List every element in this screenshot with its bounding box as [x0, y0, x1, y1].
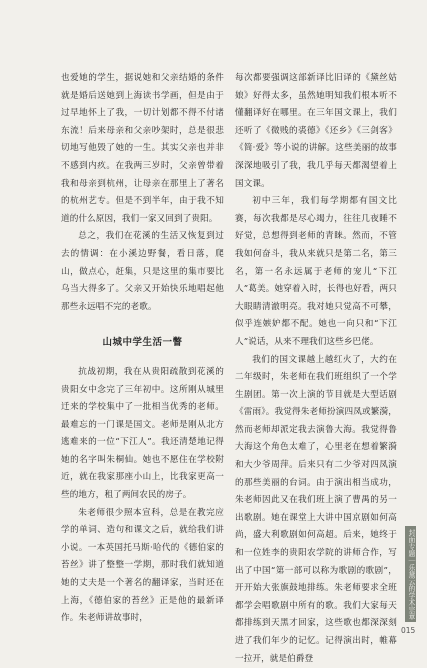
paragraph: 初中三年，我们每学期都有国文比赛，每次我都是尽心竭力，往往几夜睡不好觉，总想得到老师的青睐。然而，不管我如何奋斗，我从来就只是第二名，第三名，第一名永远属于老师的宠儿“下江人”葛美。她穿着入时，长得也好看，两只大眼睛清澈明亮。我对她只觉高不可攀，似乎连嫉妒都不配。她也一向只和“下江人”说话，从来不理我们这些乡巴佬。 [235, 193, 397, 351]
paragraph: 每次都要强调这部新译比旧译的《黛丝姑娘》好得太多，虽然她明知我们根本听不懂翻译好在哪里。在三年国文课上，我们还听了《微贱的裘德》《还乡》《三剑客》《简·爱》等小说的讲解。这些美丽的故事深深地吸引了我，我几乎每天都渴望着上国文课。 [235, 70, 397, 193]
paragraph: 我们的国文课越上越红火了，大约在二年级时，朱老师在我们班组织了一个学生剧团。第一次上演的节目就是大型话剧《雷雨》。我觉得朱老师扮演四凤或繁漪，然而老师却派定我去演鲁大海。我觉得鲁大海这个角色太难了，心里老在想着繁漪和大少爷周萍。后来只有二少爷对四凤演的那些美丽的台词。由于演出相当成功，朱老师因此又在我们班上演了曹禺的另一出歌剧。她在课堂上大讲中国京剧如何高尚，盛大利歌剧如何高超。后来，她终于和一位姓李的贵阳农学院的讲师合作，写出了中国“第一部可以称为歌剧的歌剧”，开开始大张旗鼓地排练。朱老师要求全班都学会唱歌剧中所有的歌。我们大家每天都排练到天黑才回家，这些歌也都深深刻进了我们年少的记忆。记得演出时，帷幕一拉开，就是伯爵登 [235, 352, 397, 668]
right-column [235, 70, 397, 668]
paragraph: 朱老师很少照本宣科，总是在教完应学的单词、造句和课文之后，就给我们讲小说。一本英国托马斯·哈代的《德伯家的苔丝》讲了整整一学期，那时我们就知道她的丈夫是一个著名的翻译家，当时还在上海，《德伯家的苔丝》正是他的最新译作。朱老师讲故事时， [61, 505, 224, 628]
left-column [61, 70, 224, 628]
page-number: 015 [401, 626, 415, 635]
section-heading: 山城中学生活一瞥 [61, 334, 224, 352]
paragraph: 也爱她的学生，据说她和父亲结婚的条件就是婚后送她到上海读书学画，但是由于过早地怀上了我，一切计划都不得不付诸东流！后来母亲和父亲吵架时，总是很悲切地写他毁了她的一生。其实父亲也并非不感到内疚。在我两三岁时，父亲曾带着我和母亲到杭州，让母亲在那里上了著名的杭州艺专。但是不到半年，由于我不知道的什么原因，我们一家又回到了贵阳。 [61, 70, 224, 228]
paragraph: 抗战初期，我在从贵阳疏散到花溪的贵阳女中念完了三年初中。这所刚从城里迁来的学校集中了一批相当优秀的老师。最难忘的一门课是国文。老师是刚从北方逃难来的一位“下江人”。我还清楚地记得她的名字叫朱桐仙。她也不愿住在学校附近，就在我家那座小山上，比我家更高一些的地方，租了两间农民的房子。 [61, 364, 224, 505]
section-side-tab-label: 封面专题｜乐黛云的学术宗章 [405, 529, 416, 620]
paragraph: 总之，我们在花溪的生活又恢复到过去的情调：在小溪边野餐，看日落，爬山，做点心，赶集，只是这里的集市要比乌当大得多了。父亲又开始快乐地唱起他那些永远唱不完的老歌。 [61, 228, 224, 316]
